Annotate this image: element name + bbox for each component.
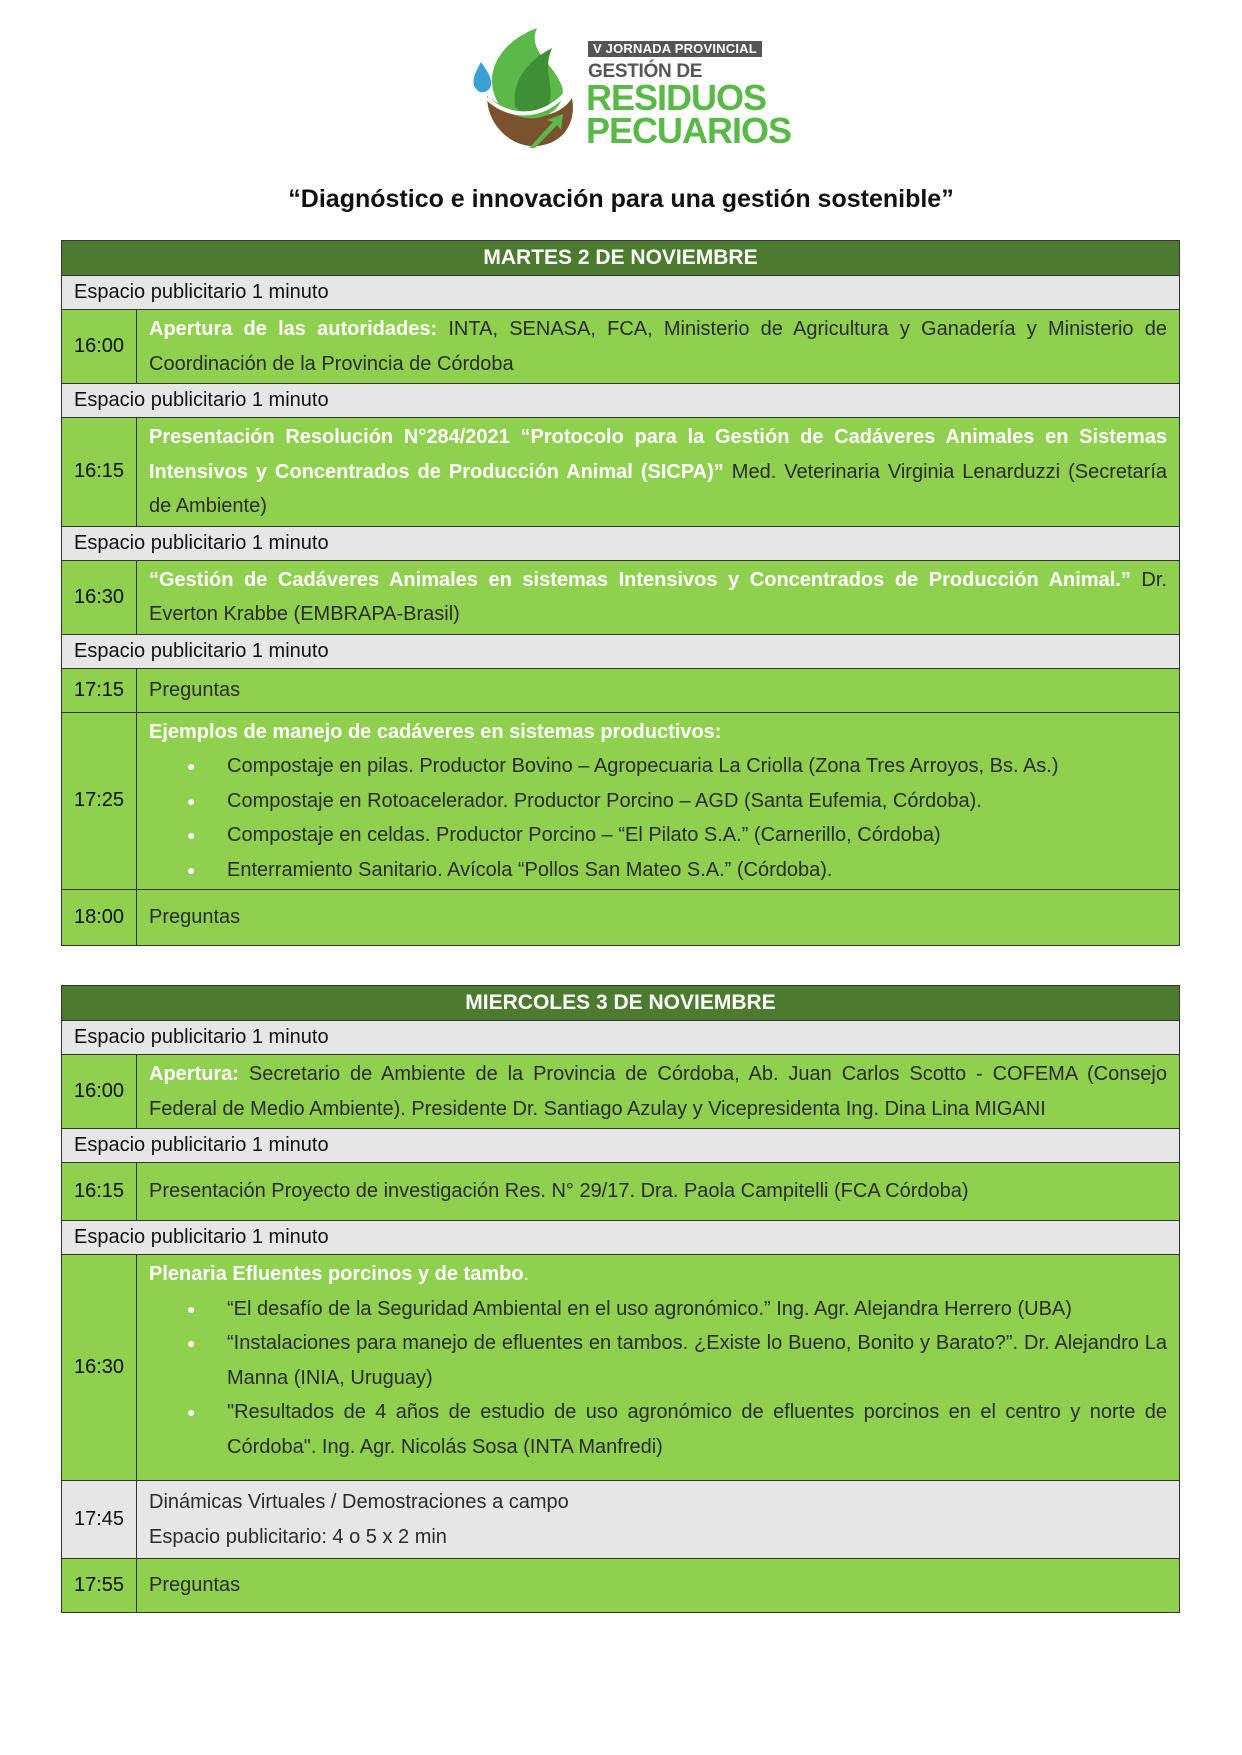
row-description xyxy=(137,560,1180,634)
row-title-dot: . xyxy=(523,1263,530,1285)
table-row xyxy=(62,310,1180,384)
row-time: 16:30 xyxy=(62,560,137,634)
schedule-table-day1 xyxy=(61,240,1180,946)
row-title: Apertura de las autoridades: xyxy=(149,318,438,340)
row-time: 16:30 xyxy=(62,1255,137,1481)
row-time: 17:15 xyxy=(62,668,137,712)
schedule-table-day2 xyxy=(61,985,1180,1613)
bullet-list xyxy=(149,1292,1167,1465)
row-detail: Med. Veterinaria Virginia Lenarduzzi (Secretaría de Ambiente) xyxy=(149,460,1167,517)
ad-slot: Espacio publicitario 1 minuto xyxy=(62,1021,1180,1055)
row-description xyxy=(137,1481,1180,1559)
table-row xyxy=(62,1481,1180,1559)
row-time: 16:00 xyxy=(62,310,137,384)
list-item: ● Compostaje en Rotoacelerador. Productor Porcino – AGD (Santa Eufemia, Córdoba). xyxy=(149,784,1167,819)
row-description xyxy=(137,1255,1180,1481)
row-description xyxy=(137,418,1180,527)
drop-leaf-logo-icon xyxy=(467,26,585,152)
table-row xyxy=(62,890,1180,946)
row-detail: INTA, SENASA, FCA, Ministerio de Agricultura y Ganadería y Ministerio de Coordinación de la Provincia de Córdoba xyxy=(149,318,1168,375)
day-header: MIERCOLES 3 DE NOVIEMBRE xyxy=(62,986,1180,1021)
row-description: Preguntas xyxy=(137,668,1180,712)
list-item: ● “El desafío de la Seguridad Ambiental en el uso agronómico.” Ing. Agr. Alejandra Herrero (UBA) xyxy=(149,1292,1167,1327)
page-subtitle: “Diagnóstico e innovación para una gestión sostenible” xyxy=(288,185,954,213)
row-time: 17:55 xyxy=(62,1559,137,1613)
table-row xyxy=(62,418,1180,527)
row-line-1: Dinámicas Virtuales / Demostraciones a campo xyxy=(149,1491,569,1513)
row-description xyxy=(137,1055,1180,1129)
row-title: Apertura: xyxy=(149,1063,240,1085)
list-item: ● Enterramiento Sanitario. Avícola “Pollos San Mateo S.A.” (Córdoba). xyxy=(149,853,1167,888)
row-description: Preguntas xyxy=(137,890,1180,946)
day-header: MARTES 2 DE NOVIEMBRE xyxy=(62,241,1180,276)
ad-slot: Espacio publicitario 1 minuto xyxy=(62,634,1180,668)
table-row xyxy=(62,1255,1180,1481)
row-time: 18:00 xyxy=(62,890,137,946)
row-title: Presentación Resolución N°284/2021 “Protocolo para la Gestión de Cadáveres Animales en Sistemas Intensivos y Concentrados de Producción Animal (SICPA)” xyxy=(149,426,1167,483)
logo-line-1: GESTIÓN DE xyxy=(588,61,703,82)
logo-badge: V JORNADA PROVINCIAL xyxy=(588,41,762,57)
row-time: 16:00 xyxy=(62,1055,137,1129)
ad-slot: Espacio publicitario 1 minuto xyxy=(62,1221,1180,1255)
ad-slot: Espacio publicitario 1 minuto xyxy=(62,384,1180,418)
ad-slot: Espacio publicitario 1 minuto xyxy=(62,276,1180,310)
row-title: “Gestión de Cadáveres Animales en sistemas Intensivos y Concentrados de Producción Animal.” xyxy=(149,568,1131,591)
ad-slot: Espacio publicitario 1 minuto xyxy=(62,1129,1180,1163)
list-item: ● "Resultados de 4 años de estudio de uso agronómico de efluentes porcinos en el centro y norte de Córdoba". Ing. Agr. Nicolás Sosa (INTA Manfredi) xyxy=(149,1395,1167,1464)
logo-line-2: RESIDUOS xyxy=(586,77,767,118)
row-line-2: Espacio publicitario: 4 o 5 x 2 min xyxy=(149,1525,447,1548)
row-detail: Dr. Everton Krabbe (EMBRAPA-Brasil) xyxy=(149,568,1167,625)
row-time: 17:45 xyxy=(62,1481,137,1559)
row-description: Preguntas xyxy=(137,1559,1180,1613)
list-item: ● Compostaje en celdas. Productor Porcino – “El Pilato S.A.” (Carnerillo, Córdoba) xyxy=(149,818,1167,853)
table-row xyxy=(62,712,1180,890)
row-description: Presentación Proyecto de investigación Res. N° 29/17. Dra. Paola Campitelli (FCA Córdoba) xyxy=(137,1163,1180,1221)
event-logo xyxy=(467,26,792,152)
logo-line-3: PECUARIOS xyxy=(586,110,792,151)
row-title: Plenaria Efluentes porcinos y de tambo xyxy=(149,1263,524,1285)
table-row xyxy=(62,1163,1180,1221)
list-item: ● “Instalaciones para manejo de efluentes en tambos. ¿Existe lo Bueno, Bonito y Barato?”. Dr. Alejandro La Manna (INIA, Uruguay) xyxy=(149,1326,1167,1395)
list-item: ● Compostaje en pilas. Productor Bovino – Agropecuaria La Criolla (Zona Tres Arroyos, Bs. As.) xyxy=(149,749,1167,784)
table-row xyxy=(62,1055,1180,1129)
row-detail: Secretario de Ambiente de la Provincia de Córdoba, Ab. Juan Carlos Scotto - COFEMA (Consejo Federal de Medio Ambiente). Presidente Dr. Santiago Azulay y Vicepresidenta Ing. Dina Lina MIGANI xyxy=(149,1063,1167,1120)
row-time: 16:15 xyxy=(62,1163,137,1221)
row-time: 17:25 xyxy=(62,712,137,890)
table-row xyxy=(62,1559,1180,1613)
row-title: Ejemplos de manejo de cadáveres en sistemas productivos: xyxy=(149,720,722,743)
table-row xyxy=(62,560,1180,634)
row-time: 16:15 xyxy=(62,418,137,527)
row-description xyxy=(137,712,1180,890)
table-row xyxy=(62,668,1180,712)
bullet-list xyxy=(149,749,1167,887)
ad-slot: Espacio publicitario 1 minuto xyxy=(62,526,1180,560)
row-description xyxy=(137,310,1180,384)
